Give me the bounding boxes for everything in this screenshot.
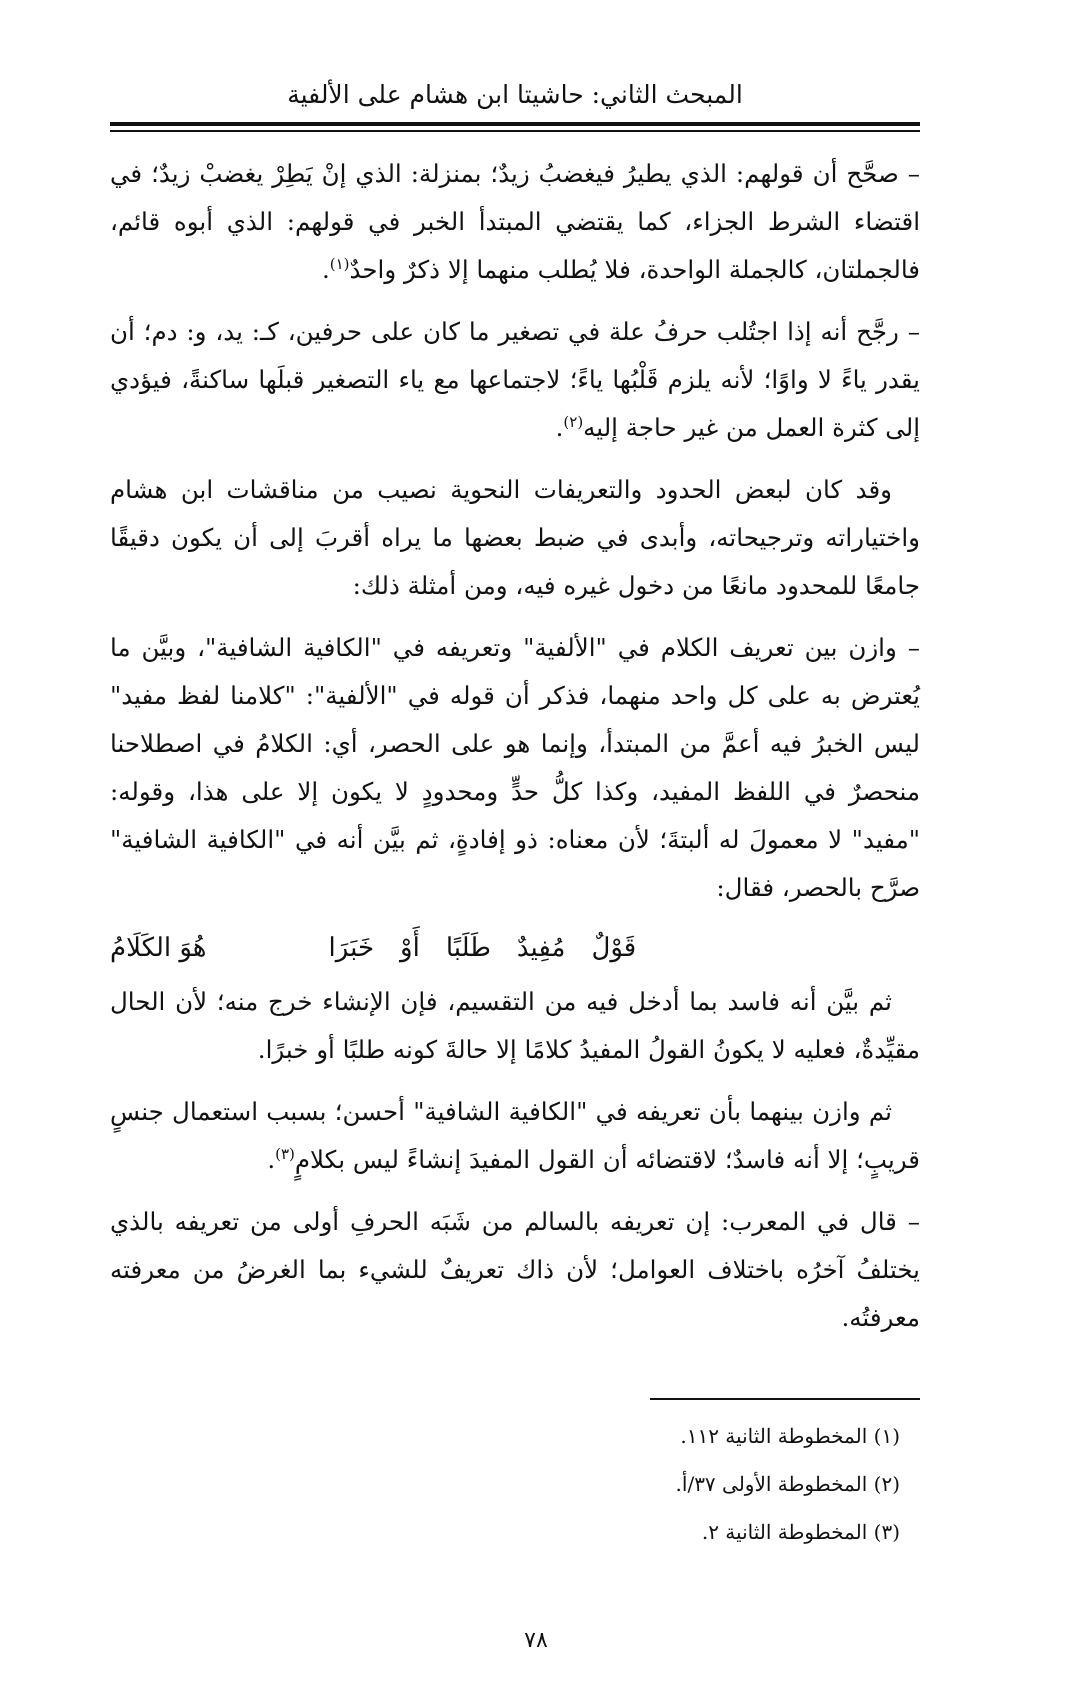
poetry-verse (110, 926, 920, 970)
verse-word: قَوْلٌ (591, 933, 637, 963)
verse-word: مُفِيدٌ (516, 933, 566, 963)
paragraph-5 (110, 978, 920, 1074)
footnote-ref-2[interactable]: (٢) (563, 412, 584, 431)
paragraph-1-text: – صحَّح أن قولهم: الذي يطيرُ فيغضبُ زيدٌ؛ بمنزلة: الذي إنْ يَطِرْ يغضبْ زيدٌ؛ في اقتضاء الشرط الجزاء، كما يقتضي المبتدأ الخبر في قولهم: الذي أبوه قائم، فالجملتان، كالجملة الواحدة، فلا يُطلب منهما إلا ذكرٌ واحدٌ (110, 159, 920, 284)
paragraph-1-end: . (321, 255, 330, 284)
paragraph-5-text: ثم بيَّن أنه فاسد بما أدخل فيه من التقسيم، فإن الإنشاء خرج منه؛ لأن الحال مقيِّدةٌ، فعليه لا يكونُ القولُ المفيدُ كلامًا إلا حالةَ كونه طلبًا أو خبرًا. (110, 987, 920, 1064)
running-header: المبحث الثاني: حاشيتا ابن هشام على الألفية (287, 80, 743, 109)
footnote-2: (٢) المخطوطة الأولى ٣٧/أ. (675, 1472, 900, 1496)
footnotes (110, 1412, 910, 1556)
footnote-1: (١) المخطوطة الثانية ١١٢. (680, 1424, 900, 1448)
paragraph-2-text: – رجَّح أنه إذا اجتُلب حرفُ علة في تصغير ما كان على حرفين، كـ: يد، و: دم؛ أن يقدر ياءً لا واوًا؛ لأنه يلزم قَلْبُها ياءً؛ لاجتماعها مع ياء التصغير قبلَها ساكنةً، فيؤدي إلى كثرة العمل من غير حاجة إليه (110, 317, 920, 442)
paragraph-4 (110, 624, 920, 912)
verse-word: خَبَرَا (328, 933, 375, 963)
header-rule-thick (110, 122, 920, 126)
footnote-ref-3[interactable]: (٣) (275, 1144, 295, 1163)
footnote-ref-1[interactable]: (١) (329, 254, 350, 273)
paragraph-6-text: ثم وازن بينهما بأن تعريفه في "الكافية الشافية" أحسن؛ بسبب استعمال جنسٍ قريبٍ؛ إلا أنه فاسدٌ؛ لاقتضائه أن القول المفيدَ إنشاءً ليس بكلامٍ (110, 1097, 920, 1174)
paragraph-2 (110, 308, 920, 452)
paragraph-4-text: – وازن بين تعريف الكلام في "الألفية" وتعريفه في "الكافية الشافية"، وبيَّن ما يُعترض به على كل واحد منهما، فذكر أن قوله في "الألفية": "كلامنا لفظ مفيد" ليس الخبرُ فيه أعمَّ من المبتدأ، وإنما هو على الحصر، أي: الكلامُ في اصطلاحنا منحصرٌ في اللفظ المفيد، وكذا كلُّ حدٍّ ومحدودٍ لا يكون إلا على هذا، وقوله: "مفيد" لا معمولَ له ألبتةَ؛ لأن معناه: ذو إفادةٍ، ثم بيَّن أنه في "الكافية الشافية" صرَّح بالحصر، فقال: (110, 633, 920, 902)
main-text (110, 150, 920, 1356)
paragraph-3 (110, 466, 920, 610)
verse-word: أَوْ (400, 933, 420, 963)
page-number: ٧٨ (524, 1628, 548, 1653)
paragraph-3-text: وقد كان لبعض الحدود والتعريفات النحوية نصيب من مناقشات ابن هشام واختياراته وترجيحاته، وأبدى في ضبط بعضها ما يراه أقربَ إلى أن يكون دقيقًا جامعًا للمحدود مانعًا من دخول غيره فيه، ومن أمثلة ذلك: (110, 475, 920, 600)
paragraph-7-text: – قال في المعرب: إن تعريفه بالسالم من شَبَه الحرفِ أولى من تعريفه بالذي يختلفُ آخرُه باختلاف العوامل؛ لأن ذاك تعريفٌ للشيء بما الغرضُ من معرفته معرفتُه. (110, 1207, 920, 1332)
paragraph-6-end: . (267, 1145, 276, 1174)
footnote-separator (650, 1398, 920, 1400)
verse-second-hemistich: هُوَ الكَلَامُ (110, 933, 207, 963)
footnote-3: (٣) المخطوطة الثانية ٢. (701, 1520, 900, 1544)
paragraph-7 (110, 1198, 920, 1342)
verse-word: طَلَبًا (445, 933, 491, 963)
header-rule-thin (110, 130, 920, 132)
paragraph-2-end: . (555, 413, 564, 442)
verse-gap (233, 926, 303, 970)
paragraph-6 (110, 1088, 920, 1184)
paragraph-1 (110, 150, 920, 294)
